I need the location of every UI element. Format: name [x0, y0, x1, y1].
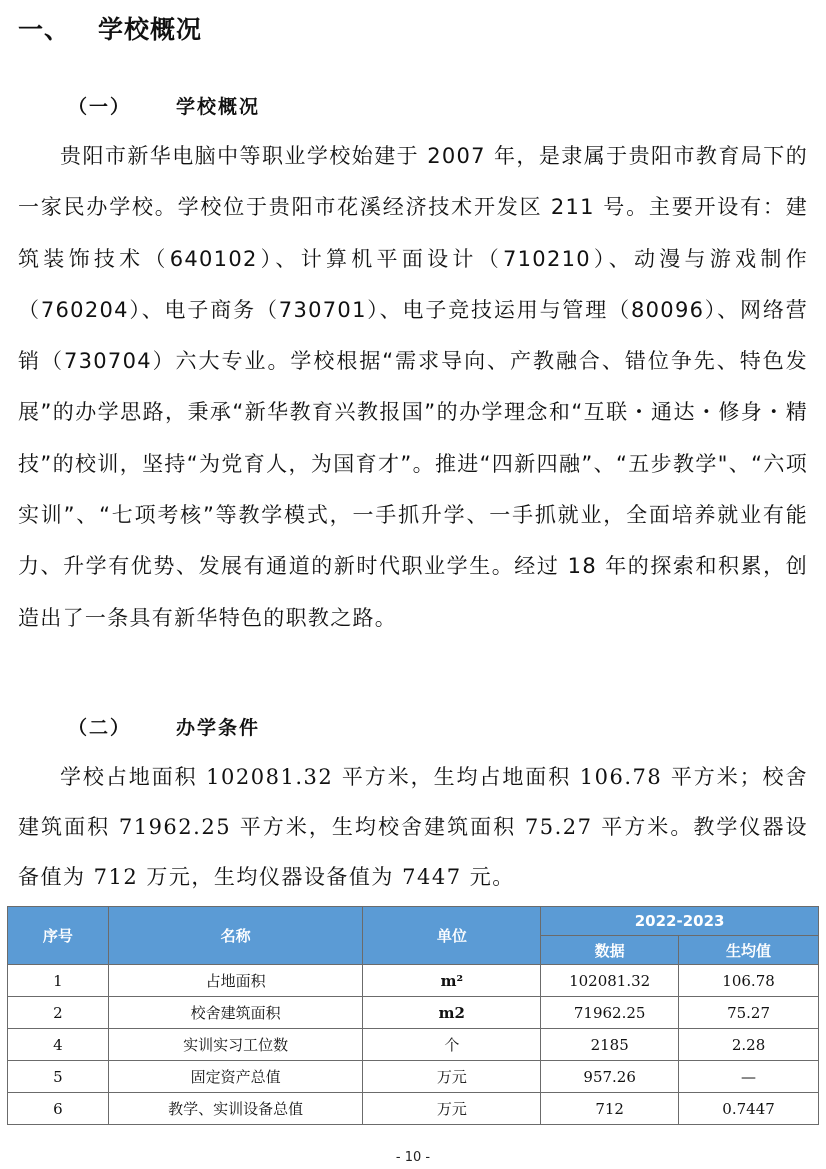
row-per-student: —: [679, 1061, 819, 1093]
table-row: [8, 965, 819, 997]
header-index: 序号: [8, 907, 109, 965]
row-per-student: 2.28: [679, 1029, 819, 1061]
row-unit: 万元: [363, 1061, 541, 1093]
school-overview-paragraph: 贵阳市新华电脑中等职业学校始建于 2007 年，是隶属于贵阳市教育局下的一家民办学校。学校位于贵阳市花溪经济技术开发区 211 号。主要开设有：建筑装饰技术（640102）、计算机平面设计（710210）、动漫与游戏制作（760204）、电子商务（730701）、电子竞技运用与管理（80096）、网络营销（730704）六大专业。学校根据“需求导向、产教融合、错位争先、特色发展”的办学思路，秉承“新华教育兴教报国”的办学理念和“互联・通达・修身・精技”的校训，坚持“为党育人，为国育才”。推进“四新四融”、“五步教学"、“六项实训”、“七项考核”等教学模式，一手抓升学、一手抓就业，全面培养就业有能力、升学有优势、发展有通道的新时代职业学生。经过 18 年的探索和积累，创造出了一条具有新华特色的职教之路。: [18, 144, 808, 630]
table-row: [8, 1061, 819, 1093]
chapter-heading: [18, 10, 202, 46]
chapter-number: 一、: [18, 15, 71, 44]
row-value: 712: [541, 1093, 679, 1125]
section-title-1: 学校概况: [176, 96, 261, 118]
row-unit: m2: [363, 997, 541, 1029]
row-name: 教学、实训设备总值: [108, 1093, 363, 1125]
row-index: 6: [8, 1093, 109, 1125]
header-value: 数据: [541, 936, 679, 965]
row-per-student: 0.7447: [679, 1093, 819, 1125]
header-per-student: 生均值: [679, 936, 819, 965]
row-index: 5: [8, 1061, 109, 1093]
row-unit: 个: [363, 1029, 541, 1061]
page-number: - 10 -: [395, 1150, 431, 1165]
row-value: 957.26: [541, 1061, 679, 1093]
row-value: 2185: [541, 1029, 679, 1061]
section-number-2: （二）: [68, 717, 132, 739]
table-row: [8, 1029, 819, 1061]
row-name: 固定资产总值: [108, 1061, 363, 1093]
row-index: 1: [8, 965, 109, 997]
section-heading-2: [68, 713, 260, 740]
row-per-student: 75.27: [679, 997, 819, 1029]
table-row: [8, 1093, 819, 1125]
chapter-title: 学校概况: [98, 15, 203, 44]
row-value: 102081.32: [541, 965, 679, 997]
section-number-1: （一）: [68, 96, 132, 118]
section-title-2: 办学条件: [176, 717, 261, 739]
table-row: [8, 997, 819, 1029]
row-per-student: 106.78: [679, 965, 819, 997]
conditions-paragraph: 学校占地面积 102081.32 平方米，生均占地面积 106.78 平方米；校舍建筑面积 71962.25 平方米，生均校舍建筑面积 75.27 平方米。教学仪器设备值为 712 万元，生均仪器设备值为 7447 元。: [18, 765, 808, 889]
row-value: 71962.25: [541, 997, 679, 1029]
row-index: 2: [8, 997, 109, 1029]
conditions-table: [7, 906, 819, 1125]
row-index: 4: [8, 1029, 109, 1061]
row-unit: 万元: [363, 1093, 541, 1125]
header-period: 2022-2023: [541, 907, 819, 936]
header-unit: 单位: [363, 907, 541, 965]
row-name: 占地面积: [108, 965, 363, 997]
row-name: 实训实习工位数: [108, 1029, 363, 1061]
section-heading-1: [68, 92, 260, 119]
header-name: 名称: [108, 907, 363, 965]
row-name: 校舍建筑面积: [108, 997, 363, 1029]
row-unit: m²: [363, 965, 541, 997]
